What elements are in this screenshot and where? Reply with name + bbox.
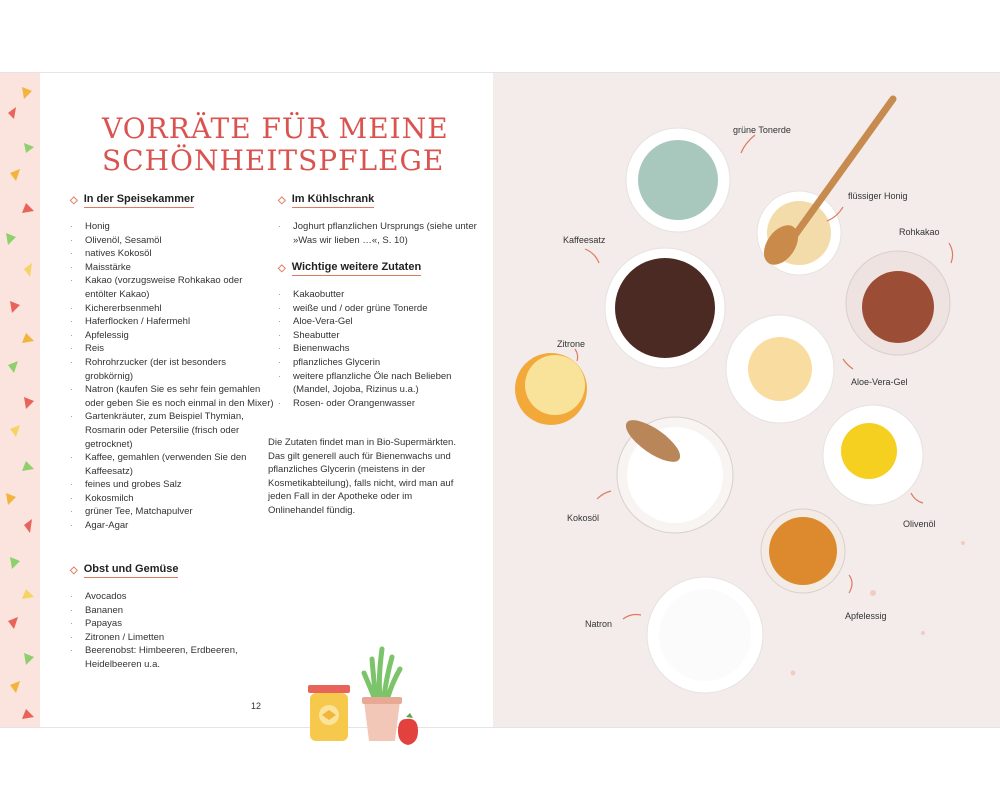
list-item: · Rohrohrzucker (der ist besonders grobkörnig) bbox=[70, 356, 275, 383]
aloe-bowl bbox=[726, 315, 834, 423]
pantry-heading bbox=[70, 193, 275, 208]
list-item: · feines und grobes Salz bbox=[70, 478, 275, 492]
list-item: · Agar-Agar bbox=[70, 519, 275, 533]
confetti-border bbox=[0, 73, 40, 727]
baking-soda-bowl bbox=[647, 577, 763, 693]
list-item: · Kaffee, gemahlen (verwenden Sie den Kaffeesatz) bbox=[70, 451, 275, 478]
clay-bowl bbox=[626, 128, 730, 232]
diamond-icon: ◇ bbox=[278, 195, 286, 206]
label-zitrone: Zitrone bbox=[557, 339, 586, 349]
fridge-list bbox=[278, 220, 478, 247]
title-line-2: SCHÖNHEITSPFLEGE bbox=[102, 144, 445, 177]
list-item: · weiße und / oder grüne Tonerde bbox=[278, 302, 478, 316]
list-item: · Kichererbsenmehl bbox=[70, 302, 275, 316]
list-item: · Kokosmilch bbox=[70, 492, 275, 506]
extras-heading bbox=[278, 261, 478, 276]
coffee-bowl bbox=[605, 248, 725, 368]
label-rohkakao: Rohkakao bbox=[899, 227, 940, 237]
pantry-list bbox=[70, 220, 275, 533]
diamond-icon: ◇ bbox=[70, 565, 78, 576]
label-honig: flüssiger Honig bbox=[848, 191, 908, 201]
list-item: · Honig bbox=[70, 220, 275, 234]
label-gruene-tonerde: grüne Tonerde bbox=[733, 125, 791, 135]
extras-section bbox=[278, 261, 478, 410]
extras-heading-text: Wichtige weitere Zutaten bbox=[292, 261, 421, 276]
list-item: · grüner Tee, Matchapulver bbox=[70, 505, 275, 519]
fridge-heading bbox=[278, 193, 478, 208]
olive-oil-bowl bbox=[823, 405, 923, 505]
fridge-heading-text: Im Kühlschrank bbox=[292, 193, 375, 208]
honey-jar-plant-illustration bbox=[302, 639, 422, 749]
cocoa-bowl bbox=[846, 251, 950, 355]
extras-list bbox=[278, 288, 478, 410]
title-line-1: VORRÄTE FÜR MEINE bbox=[102, 112, 449, 145]
pantry-heading-text: In der Speisekammer bbox=[84, 193, 195, 208]
produce-section bbox=[70, 563, 275, 672]
list-item: · Apfelessig bbox=[70, 329, 275, 343]
list-item: · Haferflocken / Hafermehl bbox=[70, 315, 275, 329]
left-page bbox=[40, 73, 493, 727]
vinegar-jar bbox=[761, 509, 845, 593]
page-number: 12 bbox=[251, 701, 262, 711]
list-item: · natives Kokosöl bbox=[70, 247, 275, 261]
produce-list bbox=[70, 590, 275, 672]
list-item: · Rosen- oder Orangenwasser bbox=[278, 397, 478, 411]
ingredients-photo bbox=[493, 73, 1000, 727]
list-item: · Joghurt pflanzlichen Ursprungs (siehe unter »Was wir lieben …«, S. 10) bbox=[278, 220, 478, 247]
label-kaffeesatz: Kaffeesatz bbox=[563, 235, 606, 245]
book-spread bbox=[0, 72, 1000, 728]
label-olivenoel: Olivenöl bbox=[903, 519, 936, 529]
list-item: · Kakaobutter bbox=[278, 288, 478, 302]
list-item: · Kakao (vorzugsweise Rohkakao oder entölter Kakao) bbox=[70, 274, 275, 301]
list-item: · Gartenkräuter, zum Beispiel Thymian, Rosmarin oder Petersilie (frisch oder getrocknet) bbox=[70, 410, 275, 451]
list-item: · Natron (kaufen Sie es sehr fein gemahlen oder geben Sie es noch einmal in den Mixer) bbox=[70, 383, 275, 410]
list-item: · Avocados bbox=[70, 590, 275, 604]
list-item: · Zitronen / Limetten bbox=[70, 631, 275, 645]
list-item: · weitere pflanzliche Öle nach Belieben (Mandel, Jojoba, Rizinus u.a.) bbox=[278, 370, 478, 397]
produce-heading-text: Obst und Gemüse bbox=[84, 563, 179, 578]
list-item: · Papayas bbox=[70, 617, 275, 631]
ingredients-photo-svg bbox=[493, 73, 1000, 727]
list-item: · Reis bbox=[70, 342, 275, 356]
list-item: · pflanzliches Glycerin bbox=[278, 356, 478, 370]
list-item: · Bananen bbox=[70, 604, 275, 618]
pantry-section bbox=[70, 193, 275, 533]
list-item: · Olivenöl, Sesamöl bbox=[70, 234, 275, 248]
fridge-section bbox=[278, 193, 478, 247]
label-natron: Natron bbox=[585, 619, 613, 629]
list-item: · Sheabutter bbox=[278, 329, 478, 343]
page-title bbox=[102, 113, 462, 177]
diamond-icon: ◇ bbox=[278, 263, 286, 274]
label-aloe: Aloe-Vera-Gel bbox=[851, 377, 908, 387]
list-item: · Aloe-Vera-Gel bbox=[278, 315, 478, 329]
diamond-icon: ◇ bbox=[70, 195, 78, 206]
list-item: · Beerenobst: Himbeeren, Erdbeeren, Heidelbeeren u.a. bbox=[70, 644, 275, 671]
produce-heading bbox=[70, 563, 275, 578]
supplier-note: Die Zutaten findet man in Bio-Supermärkten. Das gilt generell auch für Bienenwachs und pflanzliches Glycerin (meistens in der Kosmetikabteilung), falls nicht, wird man auf jeden Fall in der Apotheke oder im Onlinehandel fündig. bbox=[268, 437, 456, 516]
lemon bbox=[515, 353, 587, 425]
list-item: · Bienenwachs bbox=[278, 342, 478, 356]
label-kokosoel: Kokosöl bbox=[567, 513, 600, 523]
list-item: · Maisstärke bbox=[70, 261, 275, 275]
label-apfelessig: Apfelessig bbox=[845, 611, 887, 621]
